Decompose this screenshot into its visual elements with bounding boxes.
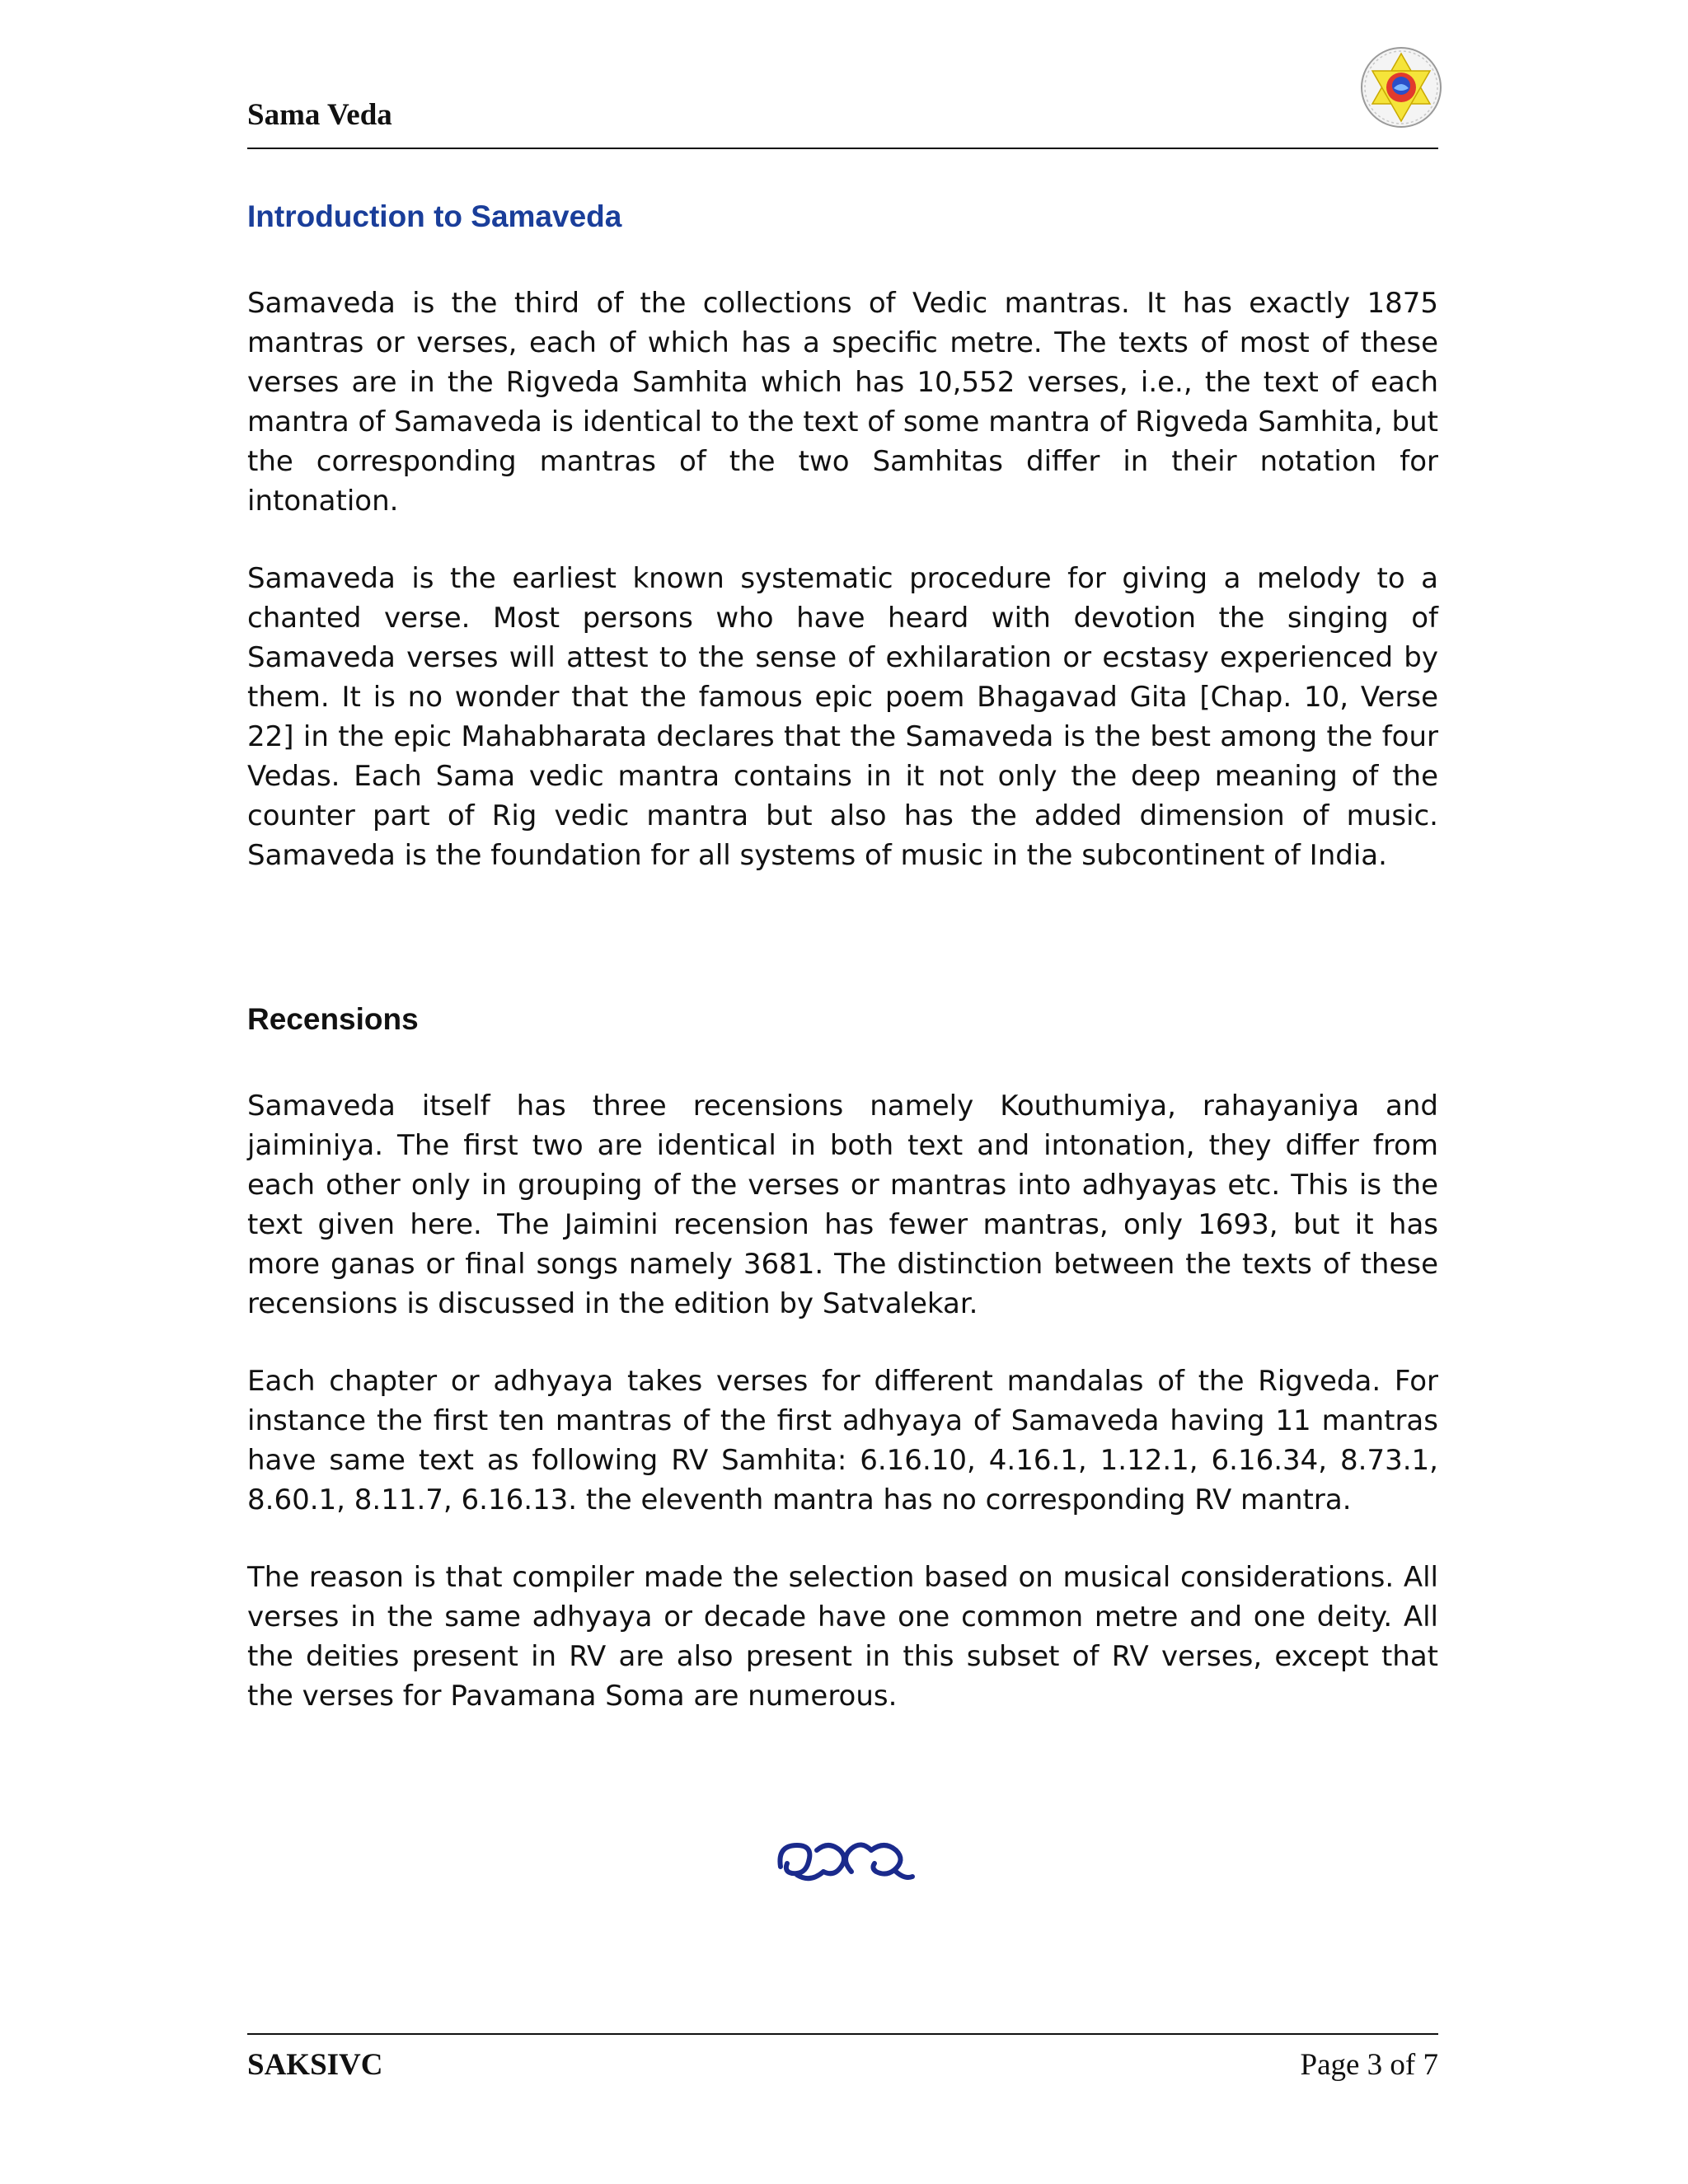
- decorative-flourish-icon: [247, 1834, 1438, 1891]
- intro-paragraph-1: Samaveda is the third of the collections of Vedic mantras. It has exactly 1875 mantras or verses, each of which has a specific metre. The texts of most of these verses are in the Rigveda Samhita which has 10,552 verses, i.e., the text of each mantra of Samaveda is identical to the text of some mantra of Rigveda Samhita, but the corresponding mantras of the two Samhitas differ in their notation for intonation.: [247, 287, 1438, 518]
- intro-paragraph-2: Samaveda is the earliest known systematic procedure for giving a melody to a chanted verse. Most persons who have heard with devotion the singing of Samaveda verses will attest to the sense of exhilaration or ecstasy experienced by them. It is no wonder that the famous epic poem Bhagavad Gita [Chap. 10, Verse 22] in the epic Mahabharata declares that the Samaveda is the best among the four Vedas. Each Sama vedic mantra contains in it not only the deep meaning of the counter part of Rig vedic mantra but also has the added dimension of music. Samaveda is the foundation for all systems of music in the subcontinent of India.: [247, 562, 1438, 872]
- recensions-paragraph-1: Samaveda itself has three recensions namely Kouthumiya, rahayaniya and jaiminiya. The first two are identical in both text and intonation, they differ from each other only in grouping of the verses or mantras into adhyayas etc. This is the text given here. The Jaimini recension has fewer mantras, only 1693, but it has more ganas or final songs namely 3681. The distinction between the texts of these recensions is discussed in the edition by Satvalekar.: [247, 1090, 1438, 1320]
- recensions-paragraph-3: The reason is that compiler made the selection based on musical considerations. All verses in the same adhyaya or decade have one common metre and one deity. All the deities present in RV are also present in this subset of RV verses, except that the verses for Pavamana Soma are numerous.: [247, 1561, 1438, 1713]
- main-content: [247, 188, 1438, 1716]
- intro-heading: Introduction to Samaveda: [247, 199, 622, 233]
- footer-organization: SAKSIVC: [247, 2048, 383, 2082]
- page-header: [247, 45, 1438, 148]
- document-page: [247, 0, 1438, 2184]
- recensions-heading: Recensions: [247, 1002, 419, 1036]
- header-title: Sama Veda: [247, 98, 392, 132]
- footer-divider: [247, 2033, 1438, 2035]
- star-of-david-emblem-icon: [1359, 45, 1443, 129]
- header-divider: [247, 148, 1438, 149]
- recensions-paragraph-2: Each chapter or adhyaya takes verses for different mandalas of the Rigveda. For instance the first ten mantras of the first adhyaya of Samaveda having 11 mantras have same text as following RV Samhita: 6.16.10, 4.16.1, 1.12.1, 6.16.34, 8.73.1, 8.60.1, 8.11.7, 6.16.13. the eleventh mantra has no corresponding RV mantra.: [247, 1365, 1438, 1516]
- page-number: Page 3 of 7: [1300, 2048, 1438, 2082]
